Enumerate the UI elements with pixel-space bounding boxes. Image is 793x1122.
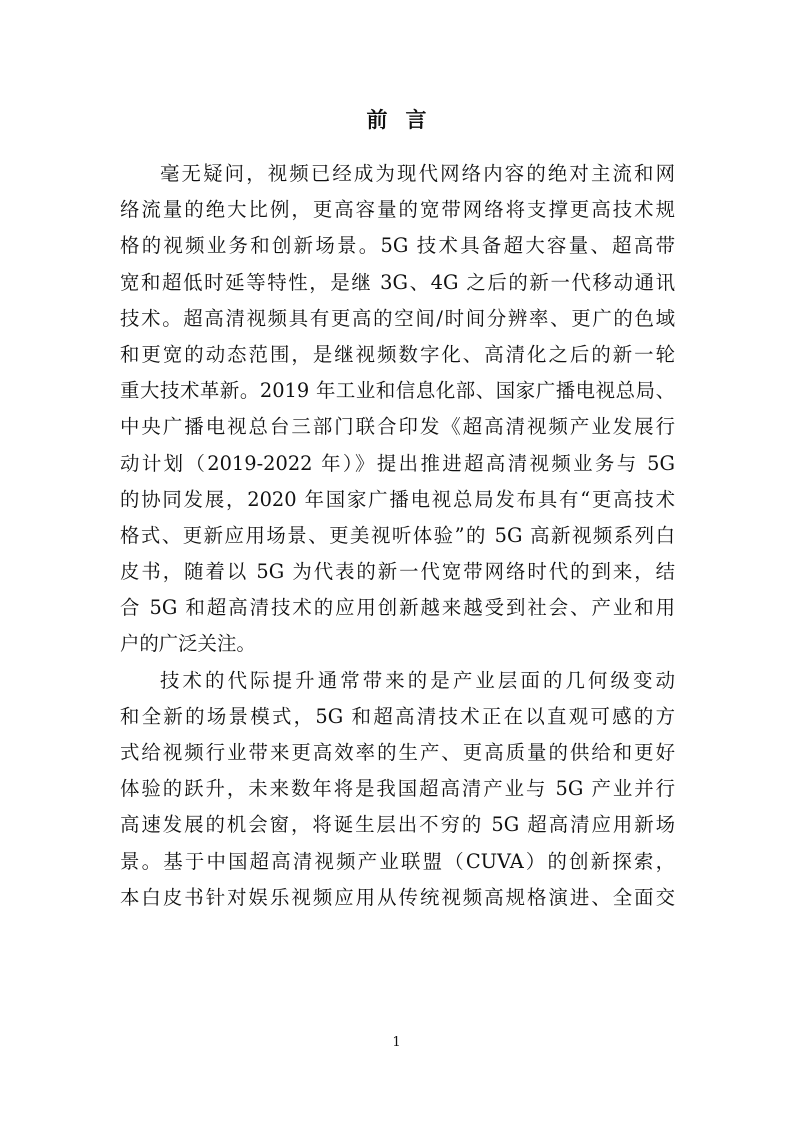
paragraph-line: 户的广泛关注。 [120, 632, 256, 656]
paragraph-line: 高速发展的机会窗，将诞生层出不穷的 5G 超高清应用新场 [120, 813, 675, 837]
paragraph-line: 宽和超低时延等特性，是继 3G、4G 之后的新一代移动通讯 [120, 270, 675, 294]
paragraph-line: 重大技术革新。2019 年工业和信息化部、国家广播电视总局、 [120, 379, 675, 403]
body-text [120, 156, 675, 916]
paragraph-2 [120, 663, 675, 916]
page-title: 前言 [366, 107, 445, 132]
paragraph-line: 中央广播电视总台三部门联合印发《超高清视频产业发展行 [120, 415, 675, 439]
paragraph-1 [120, 156, 675, 663]
paragraph-line: 体验的跃升，未来数年将是我国超高清产业与 5G 产业并行 [120, 777, 675, 801]
paragraph-line: 的协同发展，2020 年国家广播电视总局发布具有“更高技术 [120, 487, 675, 511]
paragraph-line: 技术。超高清视频具有更高的空间/时间分辨率、更广的色域 [120, 306, 675, 330]
page-number: 1 [392, 1035, 401, 1050]
paragraph-line: 毫无疑问，视频已经成为现代网络内容的绝对主流和网 [160, 162, 675, 185]
paragraph-line: 和全新的场景模式，5G 和超高清技术正在以直观可感的方 [120, 704, 675, 728]
paragraph-line: 皮书，随着以 5G 为代表的新一代宽带网络时代的到来，结 [120, 560, 675, 584]
paragraph-line: 和更宽的动态范围，是继视频数字化、高清化之后的新一轮 [120, 342, 675, 366]
paragraph-line: 动计划（2019-2022 年）》提出推进超高清视频业务与 5G [120, 451, 675, 475]
paragraph-line: 络流量的绝大比例，更高容量的宽带网络将支撑更高技术规 [120, 198, 675, 222]
paragraph-line: 本白皮书针对娱乐视频应用从传统视频高规格演进、全面交 [120, 885, 675, 909]
paragraph-line: 合 5G 和超高清技术的应用创新越来越受到社会、产业和用 [120, 596, 675, 620]
paragraph-line: 式给视频行业带来更高效率的生产、更高质量的供给和更好 [120, 741, 675, 764]
paragraph-line: 技术的代际提升通常带来的是产业层面的几何级变动 [160, 668, 675, 692]
paragraph-line: 格式、更新应用场景、更美视听体验”的 5G 高新视频系列白 [120, 523, 675, 547]
paragraph-line: 格的视频业务和创新场景。5G 技术具备超大容量、超高带 [120, 234, 675, 258]
paragraph-line: 景。基于中国超高清视频产业联盟（CUVA）的创新探索， [120, 849, 675, 873]
